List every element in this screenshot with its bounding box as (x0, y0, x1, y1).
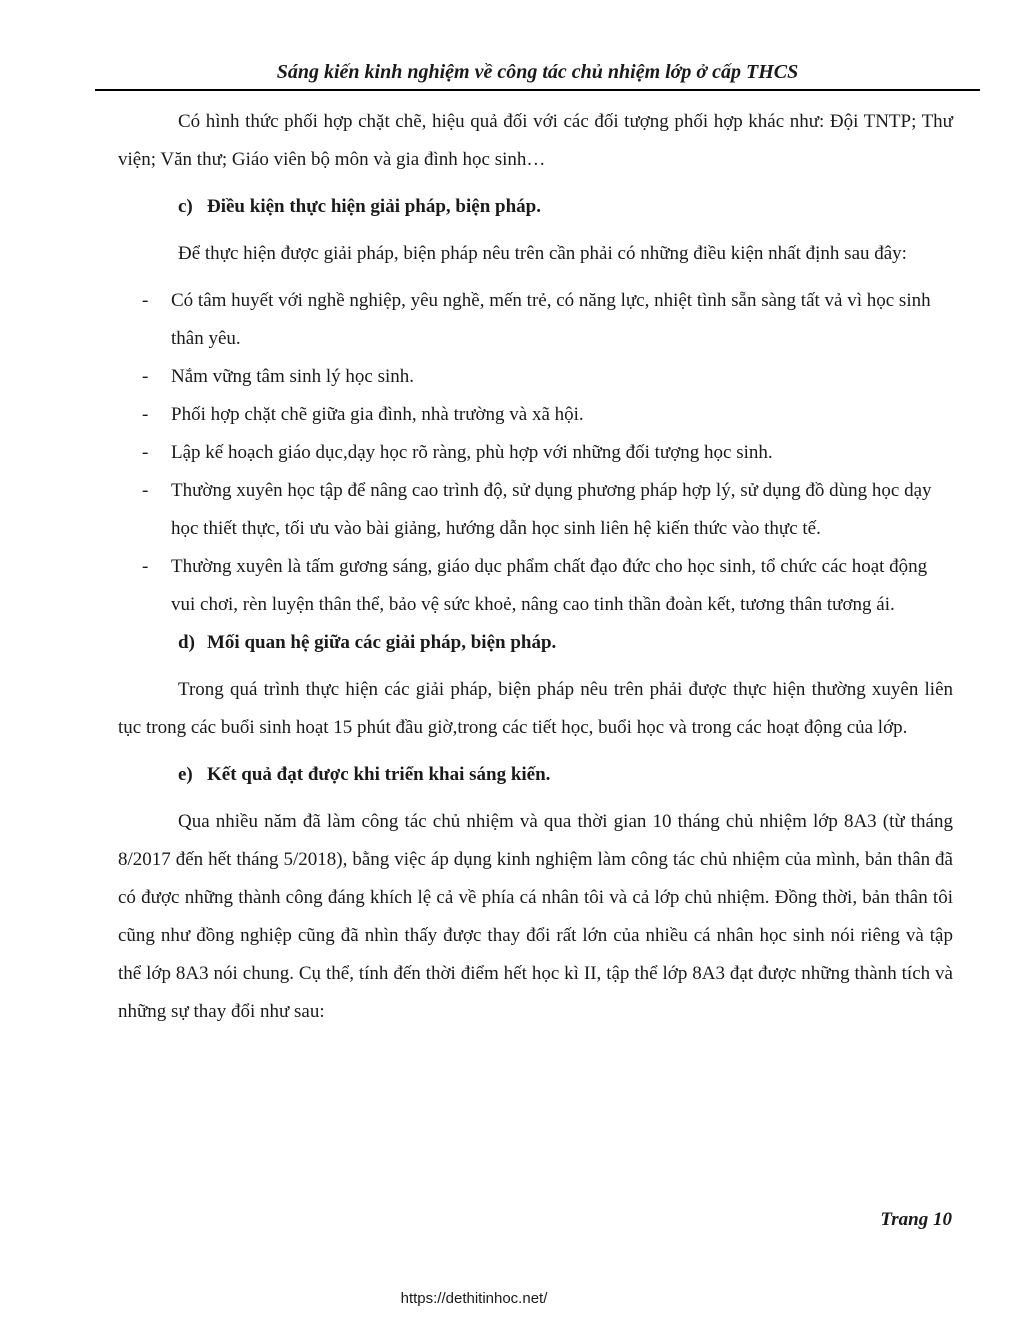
list-item-text: Thường xuyên là tấm gương sáng, giáo dục phẩm chất đạo đức cho học sinh, tổ chức các hoạt động vui chơi, rèn luyện thân thể, bảo vệ sức khoẻ, nâng cao tinh thần đoàn kết, tương thân tương ái. (171, 556, 928, 615)
list-item (118, 282, 953, 358)
list-item-text: Nắm vững tâm sinh lý học sinh. (171, 366, 415, 387)
list-item-text: Phối hợp chặt chẽ giữa gia đình, nhà trường và xã hội. (171, 404, 584, 425)
intro-paragraph: Có hình thức phối hợp chặt chẽ, hiệu quả đối với các đối tượng phối hợp khác như: Đội TNTP; Thư viện; Văn thư; Giáo viên bộ môn và gia đình học sinh… (118, 111, 953, 170)
document-body (118, 103, 953, 1031)
list-item-text: Lập kế hoạch giáo dục,dạy học rõ ràng, phù hợp với những đối tượng học sinh. (171, 442, 773, 463)
list-item (118, 358, 953, 396)
list-item-text: Thường xuyên học tập để nâng cao trình độ, sử dụng phương pháp hợp lý, sử dụng đồ dùng học dạy học thiết thực, tối ưu vào bài giảng, hướng dẫn học sinh liên hệ kiến thức vào thực tế. (171, 480, 932, 539)
list-item (118, 472, 953, 548)
page-header-title: Sáng kiến kinh nghiệm về công tác chủ nhiệm lớp ở cấp THCS (276, 61, 799, 83)
header-divider (95, 89, 980, 91)
section-d-title: Mối quan hệ giữa các giải pháp, biện pháp. (207, 632, 557, 653)
section-d-label: d) (178, 632, 195, 653)
section-c-label: c) (178, 196, 193, 217)
dash-marker: - (142, 442, 149, 463)
section-e-label: e) (178, 764, 193, 785)
section-c-heading (118, 188, 953, 226)
list-item (118, 396, 953, 434)
section-c-paragraph: Để thực hiện được giải pháp, biện pháp nêu trên cần phải có những điều kiện nhất định sau đây: (178, 243, 907, 264)
page-number-text: Trang 10 (880, 1209, 952, 1230)
dash-marker: - (142, 556, 149, 577)
dash-marker: - (142, 480, 149, 501)
section-e-paragraph: Qua nhiều năm đã làm công tác chủ nhiệm và qua thời gian 10 tháng chủ nhiệm lớp 8A3 (từ tháng 8/2017 đến hết tháng 5/2018), bằng việc áp dụng kinh nghiệm làm công tác chủ nhiệm của mình, bản thân đã có được những thành công đáng khích lệ cả về phía cá nhân tôi và cả lớp chủ nhiệm. Đồng thời, bản thân tôi cũng như đồng nghiệp cũng đã nhìn thấy được thay đổi rất lớn của nhiều cá nhân học sinh nói riêng và tập thể lớp 8A3 nói chung. Cụ thể, tính đến thời điểm hết học kì II, tập thể lớp 8A3 đạt được những thành tích và những sự thay đổi như sau: (118, 811, 953, 1022)
section-d-paragraph: Trong quá trình thực hiện các giải pháp, biện pháp nêu trên phải được thực hiện thường xuyên liên tục trong các buổi sinh hoạt 15 phút đầu giờ,trong các tiết học, buổi học và trong các hoạt động của lớp. (118, 679, 953, 738)
footer-url[interactable]: https://dethitinhoc.net/ (400, 1290, 548, 1307)
dash-marker: - (142, 290, 149, 311)
page-number (880, 1209, 952, 1234)
dash-marker: - (142, 366, 149, 387)
section-e-heading (118, 756, 953, 794)
list-item (118, 434, 953, 472)
section-c-title: Điều kiện thực hiện giải pháp, biện pháp. (207, 196, 541, 217)
conditions-list (118, 282, 953, 624)
list-item-text: Có tâm huyết với nghề nghiệp, yêu nghề, mến trẻ, có năng lực, nhiệt tình sẵn sàng tất vả vì học sinh thân yêu. (171, 290, 931, 349)
section-e-title: Kết quả đạt được khi triển khai sáng kiến. (207, 764, 551, 785)
section-d-heading (118, 624, 953, 662)
dash-marker: - (142, 404, 149, 425)
list-item (118, 548, 953, 624)
